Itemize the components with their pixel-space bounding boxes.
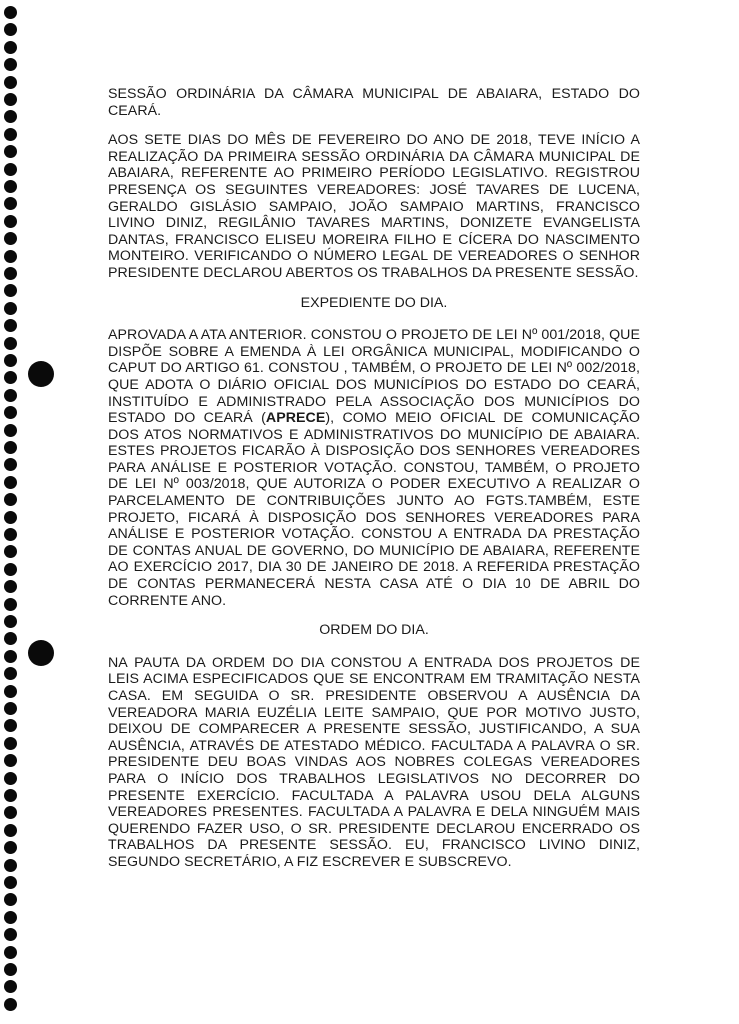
ordem-paragraph: NA PAUTA DA ORDEM DO DIA CONSTOU A ENTRADA DOS PROJETOS DE LEIS ACIMA ESPECIFICADOS QUE SE ENCONTRAM EM TRAMITAÇÃO NESTA CASA. EM SEGUIDA O SR. PRESIDENTE OBSERVOU A AUSÊNCIA DA VEREADORA MARIA EUZÉLIA LEITE SAMPAIO, QUE POR MOTIVO JUSTO, DEIXOU DE COMPARECER A PRESENTE SESSÃO, JUSTIFICANDO, A SUA AUSÊNCIA, ATRAVÉS DE ATESTADO MÉDICO. FACULTADA A PALAVRA O SR. PRESIDENTE DEU BOAS VINDAS AOS NOBRES COLEGAS VEREADORES PARA O INÍCIO DOS TRABALHOS LEGISLATIVOS NO DECORRER DO PRESENTE EXERCÍCIO. FACULTADA A PALAVRA USOU DELA ALGUNS VEREADORES PRESENTES. FACULTADA A PALAVRA E DELA NINGUÉM MAIS QUERENDO FAZER USO, O SR. PRESIDENTE DECLAROU ENCERRADO OS TRABALHOS DA PRESENTE SESSÃO. EU, FRANCISCO LIVINO DINIZ, SEGUNDO SECRETÁRIO, A FIZ ESCREVER E SUBSCREVO. (108, 654, 640, 870)
binder-hole (4, 180, 17, 193)
binder-hole (4, 76, 17, 89)
binder-hole (4, 806, 17, 819)
binder-hole (4, 93, 17, 106)
binder-hole (4, 928, 17, 941)
binder-hole (4, 632, 17, 645)
document-page (108, 86, 640, 884)
expediente-paragraph (108, 327, 640, 609)
binder-hole (4, 998, 17, 1011)
binder-hole (4, 859, 17, 872)
expediente-text-before: APROVADA A ATA ANTERIOR. CONSTOU O PROJETO DE LEI Nº 001/2018, QUE DISPÕE SOBRE A EMENDA À LEI ORGÂNICA MUNICIPAL, MODIFICANDO O CAPUT DO ARTIGO 61. CONSTOU , TAMBÉM, O PROJETO DE LEI Nº 002/2018, QUE ADOTA O DIÁRIO OFICIAL DOS MUNICÍPIOS DO ESTADO DO CEARÁ, INSTITUÍDO E ADMINISTRADO PELA ASSOCIAÇÃO DOS MUNICÍPIOS DO ESTADO DO CEARÁ ( (108, 327, 640, 427)
binder-hole (4, 110, 17, 123)
binder-hole (4, 337, 17, 350)
binder-hole (4, 876, 17, 889)
binder-holes (0, 0, 24, 1024)
binder-hole (4, 702, 17, 715)
expediente-heading: EXPEDIENTE DO DIA. (300, 294, 448, 311)
aprece-acronym: APRECE (265, 410, 326, 427)
binder-hole (4, 389, 17, 402)
binder-hole (4, 563, 17, 576)
binder-hole (4, 737, 17, 750)
binder-hole (4, 719, 17, 732)
binder-hole (4, 58, 17, 71)
binder-hole (4, 23, 17, 36)
intro-paragraph: AOS SETE DIAS DO MÊS DE FEVEREIRO DO ANO DE 2018, TEVE INÍCIO A REALIZAÇÃO DA PRIMEIRA SESSÃO ORDINÁRIA DA CÂMARA MUNICIPAL DE ABAIARA, REFERENTE AO PRIMEIRO PERÍODO LEGISLATIVO. REGISTROU PRESENÇA OS SEGUINTES VEREADORES: JOSÉ TAVARES DE LUCENA, GERALDO GISLÁSIO SAMPAIO, JOÃO SAMPAIO MARTINS, FRANCISCO LIVINO DINIZ, REGILÂNIO TAVARES MARTINS, DONIZETE EVANGELISTA DANTAS, FRANCISCO ELISEU MOREIRA FILHO E CÍCERA DO NASCIMENTO MONTEIRO. VERIFICANDO O NÚMERO LEGAL DE VEREADORES O SENHOR PRESIDENTE DECLAROU ABERTOS OS TRABALHOS DA PRESENTE SESSÃO. (108, 132, 640, 281)
binder-hole (4, 441, 17, 454)
ordem-heading: ORDEM DO DIA. (319, 622, 429, 639)
binder-hole (4, 163, 17, 176)
binder-hole (4, 772, 17, 785)
binder-hole (4, 946, 17, 959)
binder-hole (4, 41, 17, 54)
binder-hole (4, 615, 17, 628)
binder-hole-large (28, 640, 54, 666)
binder-hole (4, 493, 17, 506)
binder-hole (4, 980, 17, 993)
binder-hole-large (28, 361, 54, 387)
binder-hole (4, 302, 17, 315)
binder-hole (4, 145, 17, 158)
binder-hole (4, 284, 17, 297)
binder-hole (4, 476, 17, 489)
binder-hole (4, 406, 17, 419)
binder-hole (4, 580, 17, 593)
session-title: SESSÃO ORDINÁRIA DA CÂMARA MUNICIPAL DE ABAIARA, ESTADO DO CEARÁ. (108, 86, 640, 119)
binder-hole (4, 528, 17, 541)
binder-hole (4, 841, 17, 854)
binder-hole (4, 424, 17, 437)
binder-hole (4, 893, 17, 906)
expediente-text-after: ), COMO MEIO OFICIAL DE COMUNICAÇÃO DOS ATOS NORMATIVOS E ADMINISTRATIVOS DO MUNICÍPIO DE ABAIARA. ESTES PROJETOS FICARÃO À DISPOSIÇÃO DOS SENHORES VEREADORES PARA ANÁLISE E POSTERIOR VOTAÇÃO. CONSTOU, TAMBÉM, O PROJETO DE LEI Nº 003/2018, QUE AUTORIZA O PODER EXECUTIVO A REALIZAR O PARCELAMENTO DE CONTRIBUIÇÕES JUNTO AO FGTS.TAMBÉM, ESTE PROJETO, FICARÁ À DISPOSIÇÃO DOS SENHORES VEREADORES PARA ANÁLISE E POSTERIOR VOTAÇÃO. CONSTOU A ENTRADA DA PRESTAÇÃO DE CONTAS ANUAL DE GOVERNO, DO MUNICÍPIO DE ABAIARA, REFERENTE AO EXERCÍCIO 2017, DIA 30 DE JANEIRO DE 2018. A REFERIDA PRESTAÇÃO DE CONTAS PERMANECERÁ NESTA CASA ATÉ O DIA 10 DE ABRIL DO CORRENTE ANO. (108, 410, 641, 609)
binder-hole (4, 354, 17, 367)
binder-hole (4, 754, 17, 767)
binder-hole (4, 650, 17, 663)
binder-hole (4, 789, 17, 802)
binder-hole (4, 667, 17, 680)
binder-hole (4, 511, 17, 524)
binder-hole (4, 963, 17, 976)
binder-hole (4, 458, 17, 471)
binder-hole (4, 371, 17, 384)
binder-hole (4, 319, 17, 332)
binder-hole (4, 685, 17, 698)
binder-hole (4, 197, 17, 210)
binder-hole (4, 545, 17, 558)
binder-hole (4, 267, 17, 280)
binder-hole (4, 598, 17, 611)
binder-hole (4, 128, 17, 141)
binder-hole (4, 215, 17, 228)
binder-hole (4, 250, 17, 263)
binder-hole (4, 232, 17, 245)
binder-hole (4, 824, 17, 837)
binder-hole (4, 6, 17, 19)
binder-hole (4, 911, 17, 924)
